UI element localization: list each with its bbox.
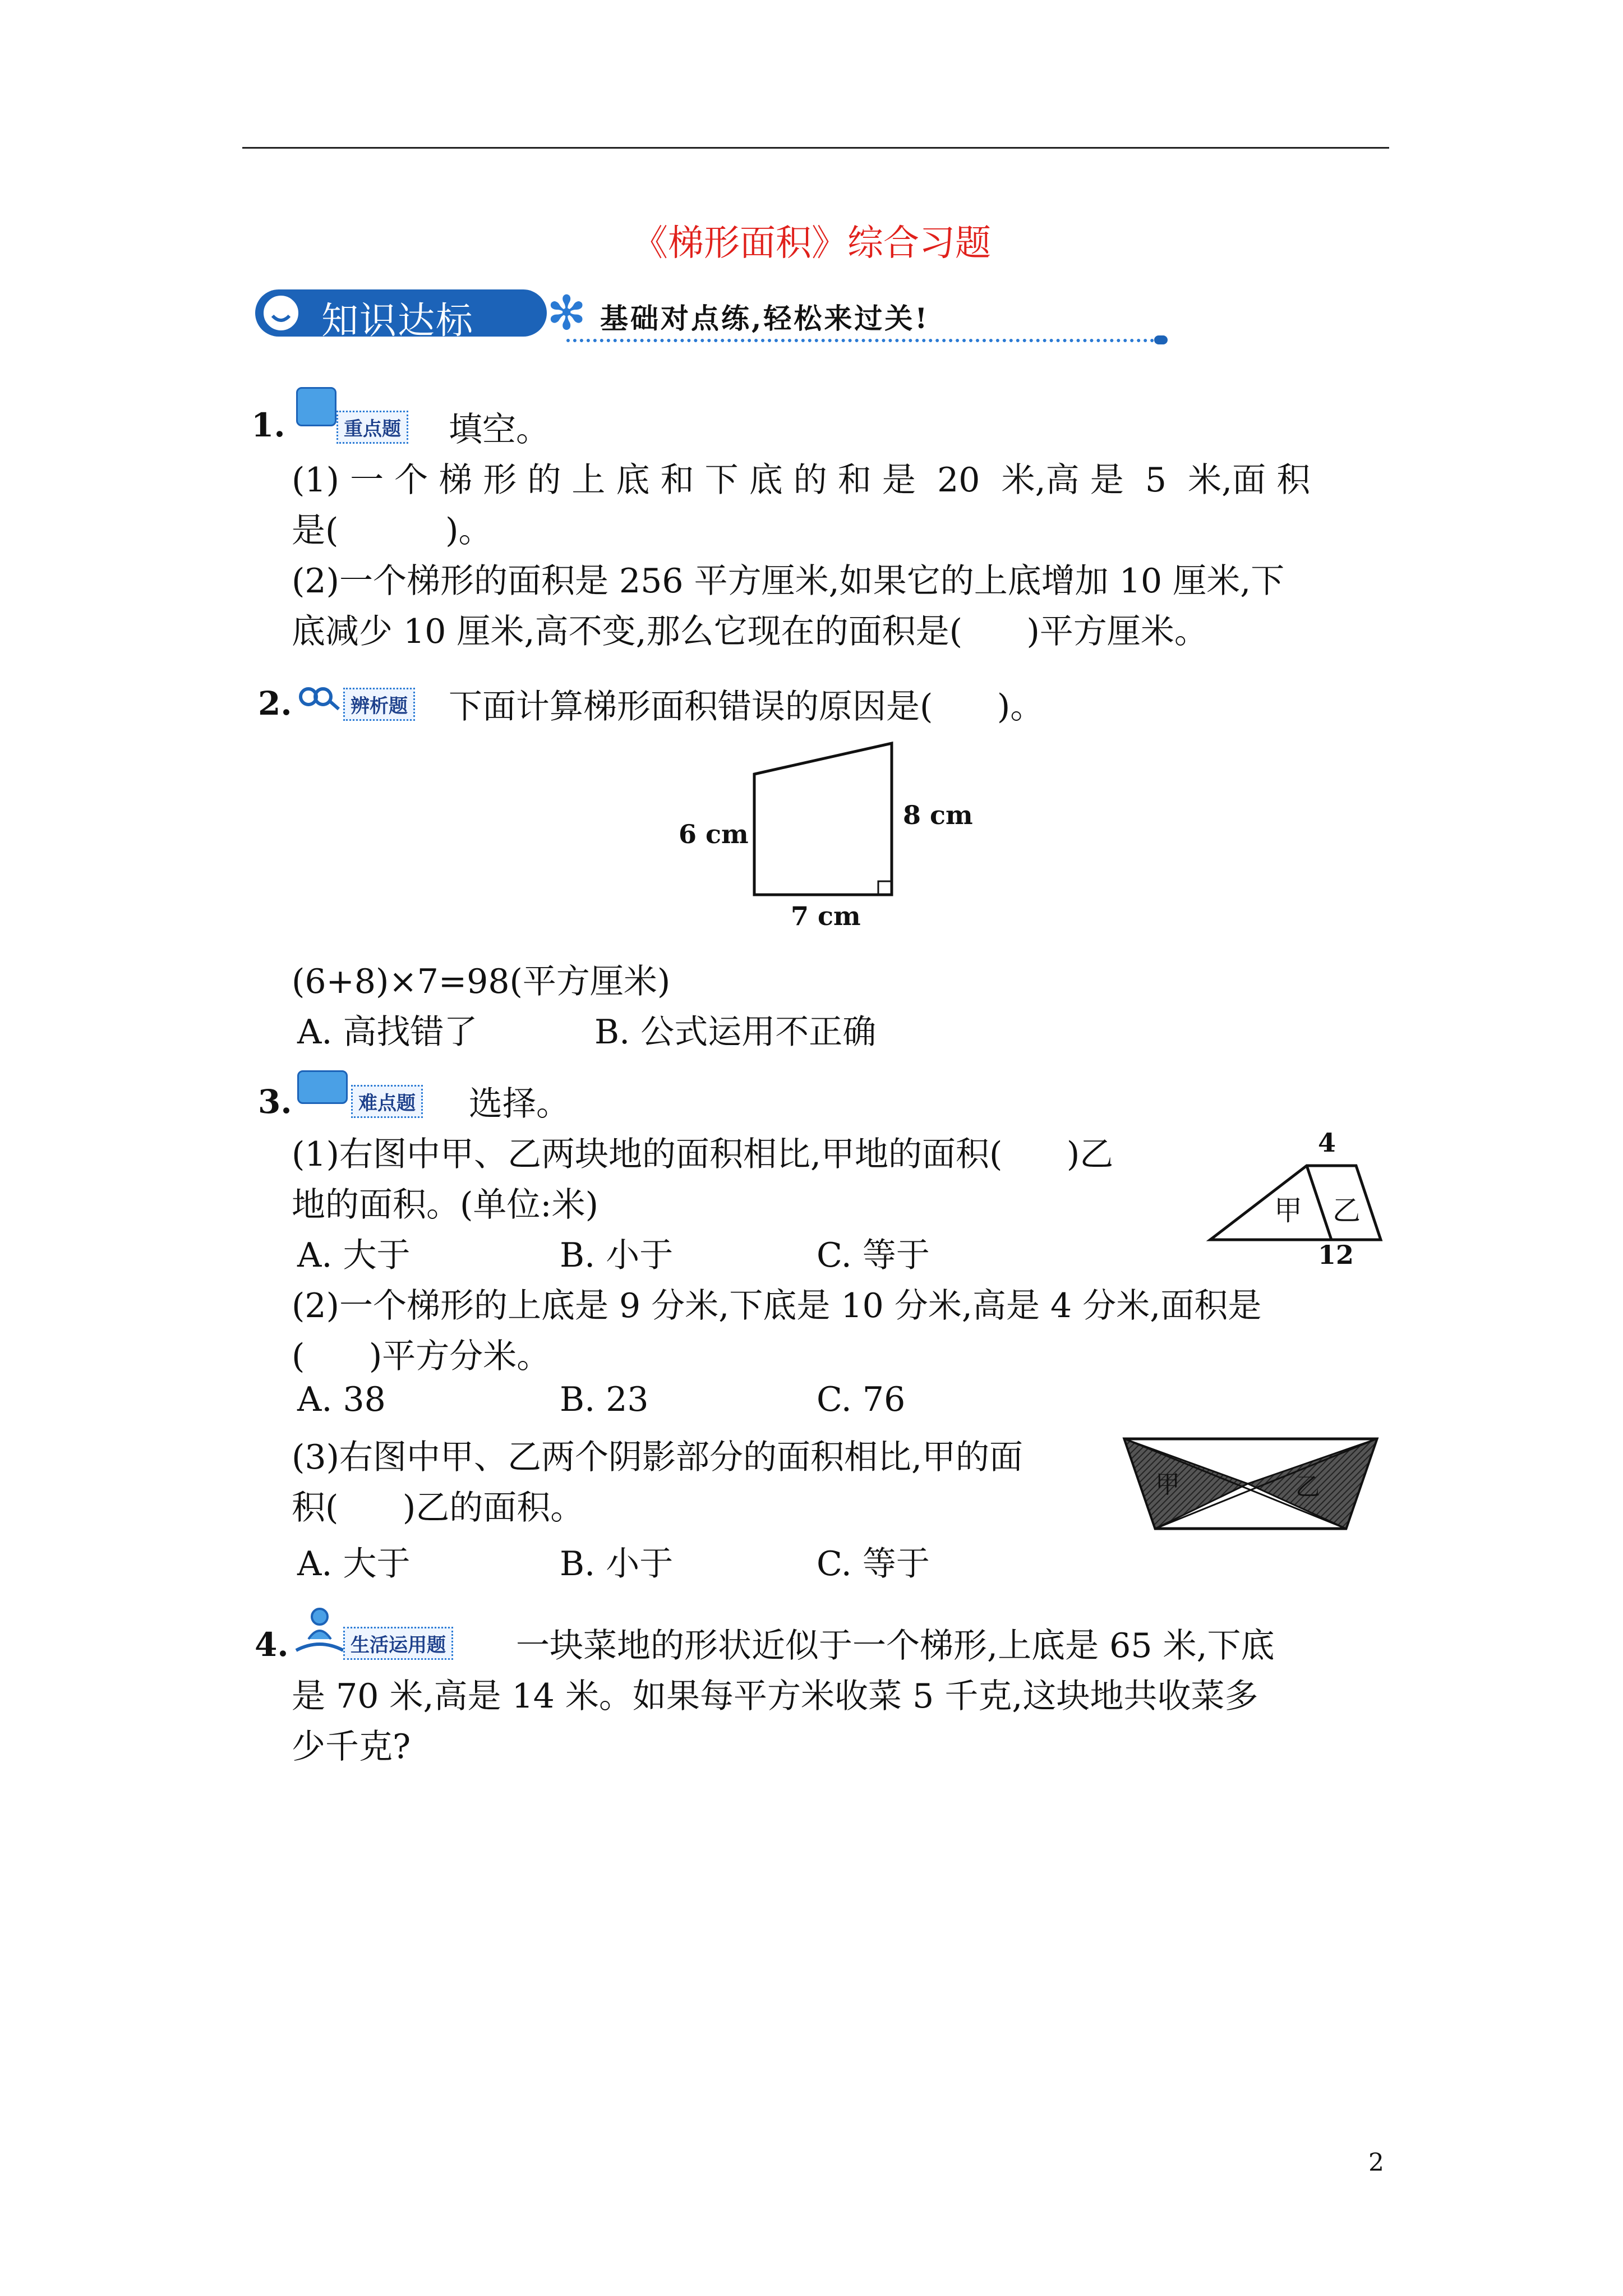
reading-person-icon (292, 1605, 348, 1656)
question-tag: 难点题 (351, 1085, 423, 1118)
option-b: B. 小于 (560, 1544, 674, 1584)
computer-icon (297, 1070, 348, 1104)
question-tag: 重点题 (336, 411, 408, 444)
calculation-line: (6+8)×7=98(平方厘米) (292, 962, 671, 1001)
option-a: A. 高找错了 (297, 1013, 478, 1052)
bottom-side-label: 7 cm (791, 901, 861, 931)
question-number: 2. (258, 684, 292, 723)
option-a: A. 大于 (297, 1544, 411, 1584)
question-number: 3. (258, 1083, 292, 1121)
top-rule (242, 147, 1389, 149)
book-icon (296, 387, 336, 426)
banner-slogan: 基础对点练,轻松来过关! (600, 302, 930, 335)
question-line: ( )平方分米。 (292, 1337, 551, 1376)
left-side-label: 6 cm (679, 819, 749, 849)
question-tag: 生活运用题 (343, 1627, 453, 1660)
dotted-divider (566, 339, 1161, 342)
trapezoid-figure (751, 740, 903, 898)
option-c: C. 等于 (817, 1544, 930, 1584)
option-b: B. 23 (560, 1380, 649, 1419)
smiley-icon (261, 293, 301, 333)
region-jia-label: 甲 (1274, 1194, 1302, 1227)
option-c: C. 等于 (817, 1236, 930, 1275)
question-number: 1. (251, 406, 285, 444)
field-divider (1307, 1166, 1331, 1240)
question-number: 4. (255, 1626, 289, 1664)
question-line: (2)一个梯形的上底是 9 分米,下底是 10 分米,高是 4 分米,面积是 (292, 1286, 1262, 1326)
divider-end-cap (1154, 335, 1168, 344)
page-title: 《梯形面积》综合习题 (632, 223, 991, 264)
question-line: 积( )乙的面积。 (292, 1488, 584, 1527)
option-a: A. 大于 (297, 1236, 411, 1275)
option-c: C. 76 (817, 1380, 906, 1419)
question-line: 一块菜地的形状近似于一个梯形,上底是 65 米,下底 (516, 1626, 1275, 1665)
option-b: B. 小于 (560, 1236, 674, 1275)
flower-icon: ✻ (547, 286, 587, 341)
magnifier-icon (296, 684, 341, 712)
option-a: A. 38 (297, 1380, 386, 1419)
question-stem: 下面计算梯形面积错误的原因是( )。 (449, 687, 1044, 726)
region-yi-label: 乙 (1332, 1194, 1361, 1227)
question-line: 少千克? (292, 1727, 411, 1766)
right-side-label: 8 cm (903, 800, 973, 830)
top-length-label: 4 (1318, 1128, 1336, 1158)
question-line: (1)右图中甲、乙两块地的面积相比,甲地的面积( )乙 (292, 1135, 1114, 1174)
question-line: (2)一个梯形的面积是 256 平方厘米,如果它的上底增加 10 厘米,下 (292, 562, 1285, 601)
question-line: 底减少 10 厘米,高不变,那么它现在的面积是( )平方厘米。 (292, 612, 1208, 651)
right-angle-mark (878, 881, 892, 895)
question-line: 地的面积。(单位:米) (292, 1185, 599, 1225)
question-stem: 填空。 (449, 410, 550, 449)
question-line: (1) 一 个 梯 形 的 上 底 和 下 底 的 和 是 20 米,高 是 5 米,面 积 (292, 461, 1311, 500)
section-banner (255, 285, 586, 341)
shaded-yi-label: 乙 (1295, 1473, 1320, 1501)
option-b: B. 公式运用不正确 (594, 1013, 877, 1052)
question-tag: 辨析题 (343, 688, 415, 721)
shaded-jia-label: 甲 (1155, 1470, 1180, 1499)
banner-title: 知识达标 (321, 299, 474, 342)
question-line: (3)右图中甲、乙两个阴影部分的面积相比,甲的面 (292, 1438, 1023, 1477)
trapezoid-shape (754, 743, 892, 895)
question-line: 是 70 米,高是 14 米。如果每平方米收菜 5 千克,这块地共收菜多 (292, 1677, 1258, 1716)
bottom-length-label: 12 (1318, 1240, 1354, 1270)
question-line: 是( )。 (292, 511, 492, 550)
question-stem: 选择。 (469, 1084, 570, 1124)
page-number: 2 (1368, 2148, 1384, 2177)
